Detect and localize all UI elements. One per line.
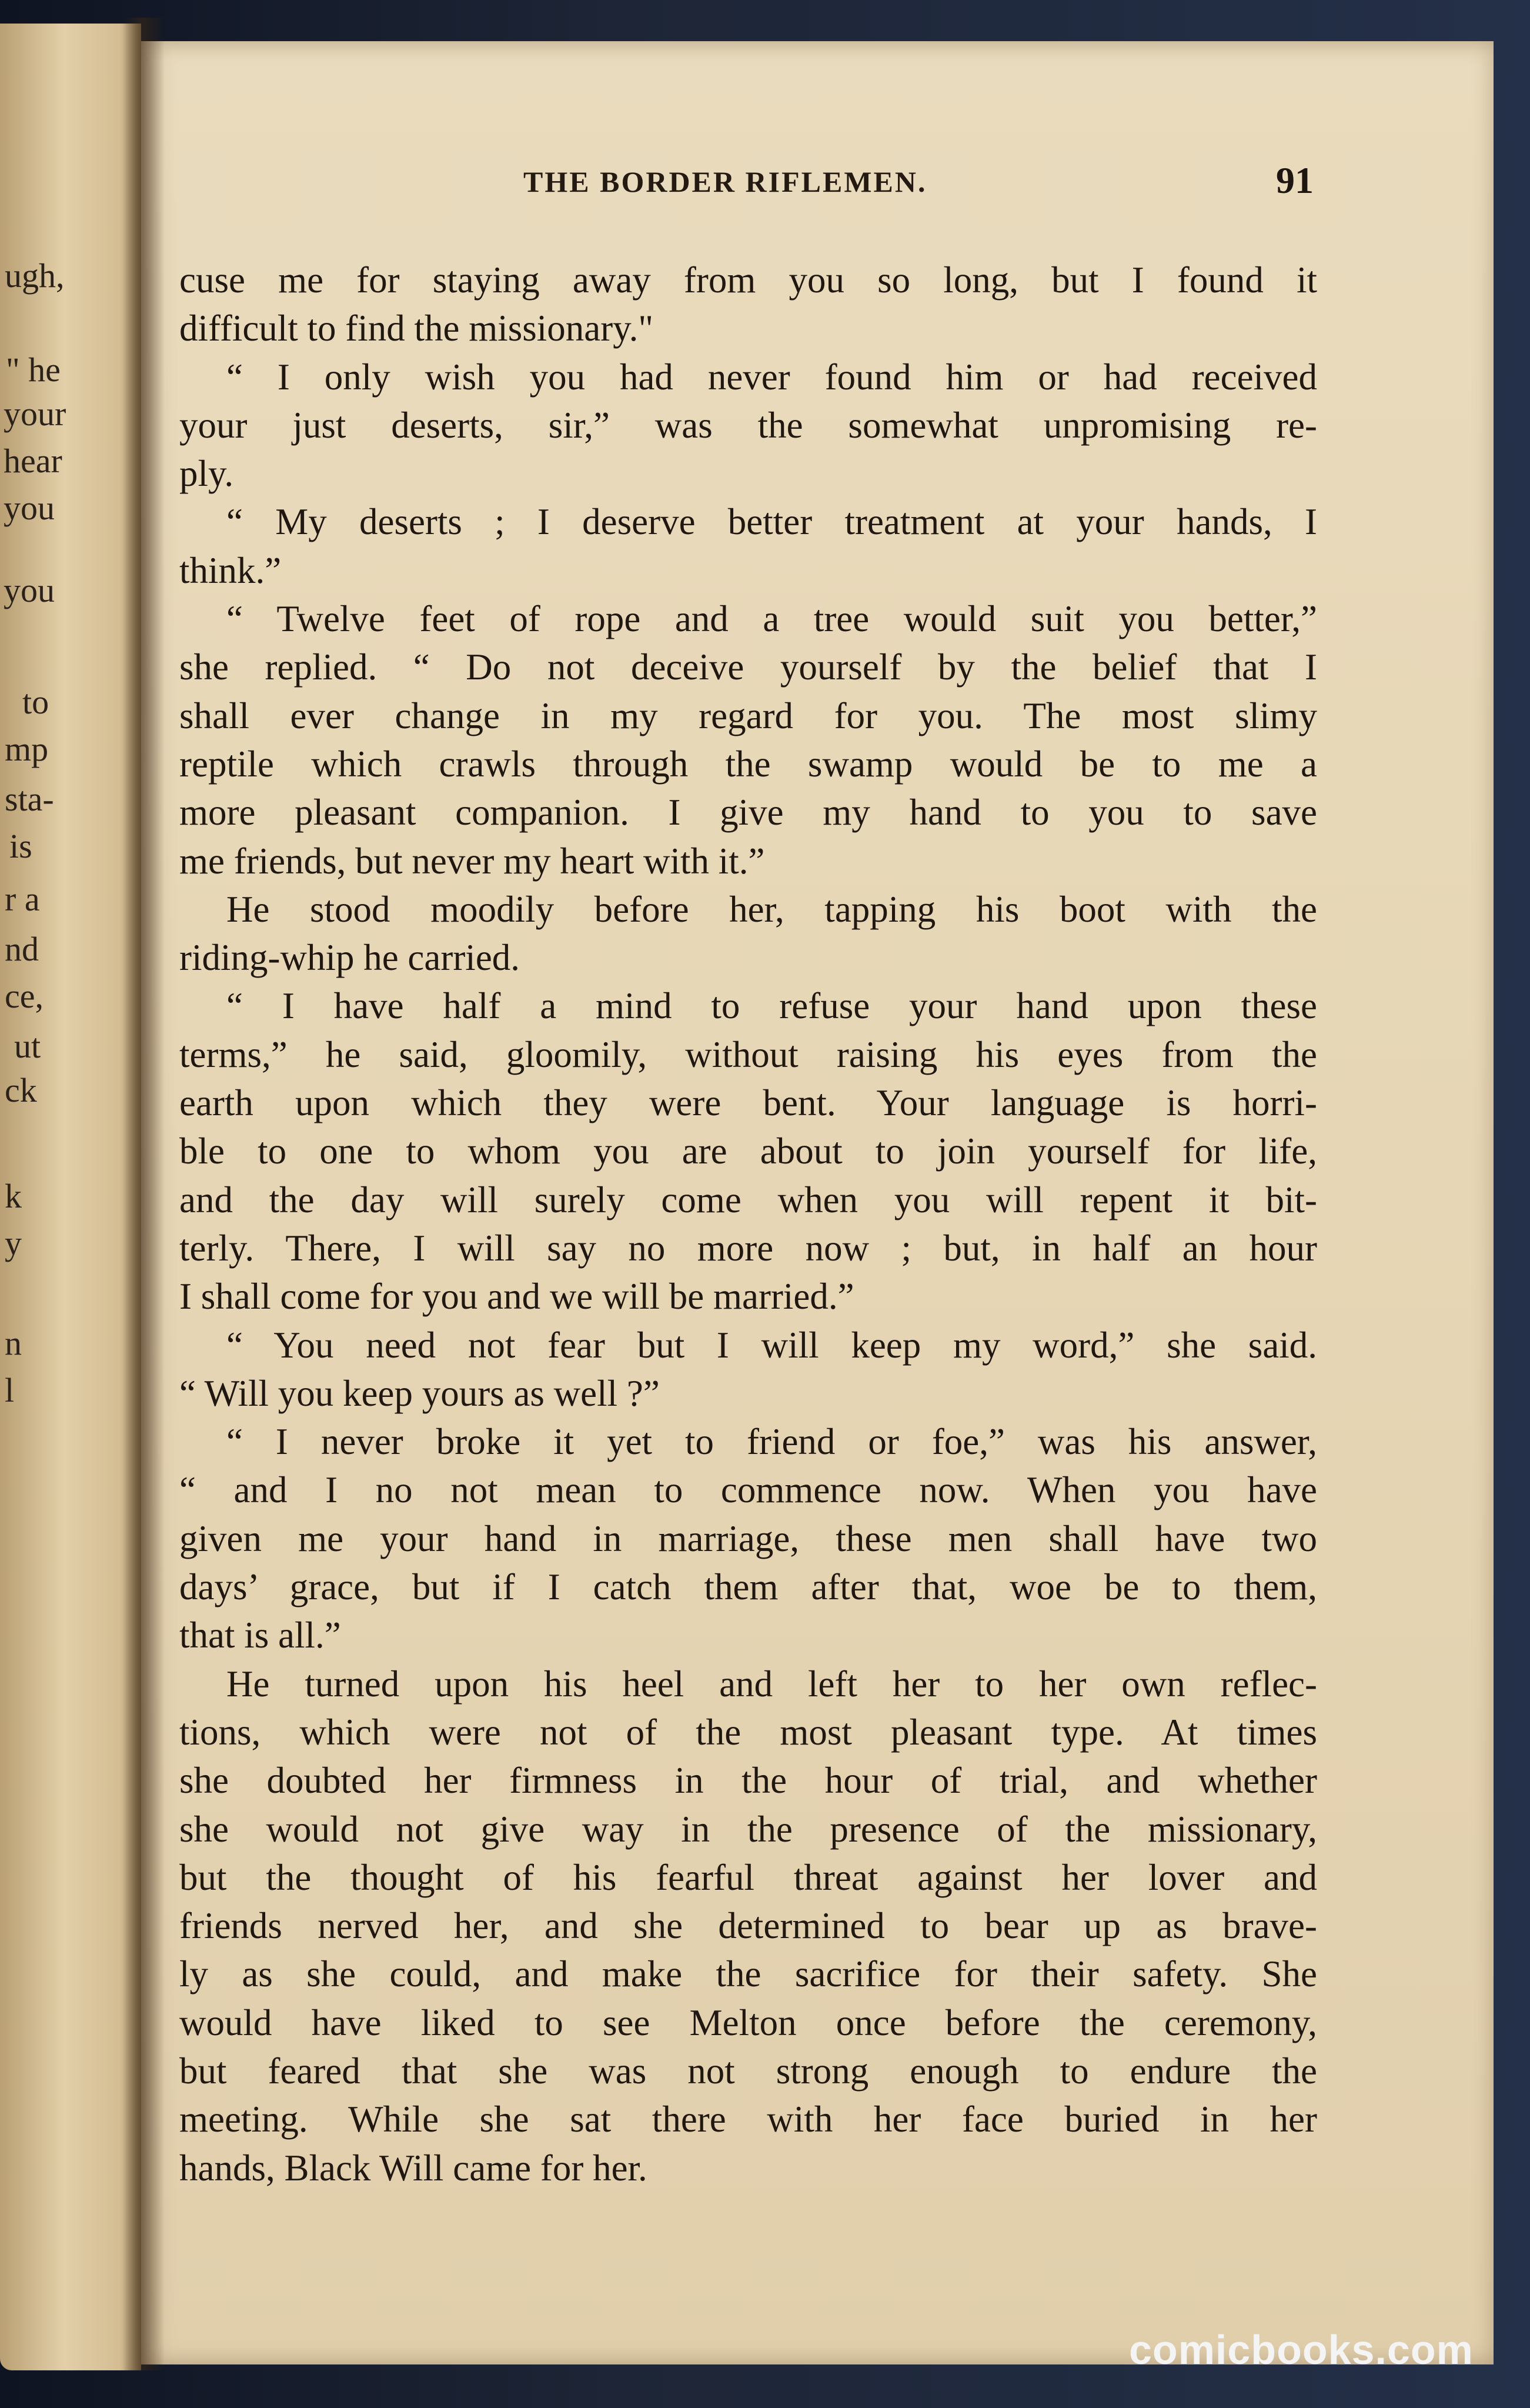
- text-line: she doubted her firmness in the hour of trial, and whether: [179, 1760, 1317, 1802]
- text-line: days’ grace, but if I catch them after that, woe be to them,: [179, 1566, 1317, 1608]
- text-line: but feared that she was not strong enough to endure the: [179, 2050, 1317, 2092]
- previous-page-text-fragment: k: [5, 1177, 22, 1215]
- text-line: “ and I no not mean to commence now. When you have: [179, 1469, 1317, 1511]
- text-line: “ I have half a mind to refuse your hand upon these: [226, 985, 1317, 1027]
- previous-page-text-fragment: ce,: [5, 977, 44, 1015]
- site-watermark: comicbooks.com: [1129, 2327, 1474, 2373]
- previous-page-text-fragment: to: [22, 683, 49, 721]
- previous-page-text-fragment: " he: [6, 351, 61, 389]
- text-line: shall ever change in my regard for you. The most slimy: [179, 695, 1317, 736]
- previous-page-text-fragment: ck: [5, 1071, 37, 1109]
- text-line: He turned upon his heel and left her to her own reflec-: [226, 1663, 1317, 1705]
- previous-page-text-fragment: r a: [5, 880, 40, 918]
- text-line: given me your hand in marriage, these men shall have two: [179, 1517, 1317, 1559]
- text-line: but the thought of his fearful threat against her lover and: [179, 1856, 1317, 1898]
- previous-page-text-fragment: you: [4, 571, 55, 609]
- previous-page-text-fragment: mp: [5, 730, 49, 768]
- previous-page-text-fragment: l: [5, 1371, 15, 1409]
- previous-page-text-fragment: your: [4, 395, 66, 433]
- text-line: she replied. “ Do not deceive yourself by the belief that I: [179, 646, 1317, 688]
- previous-page-text-fragment: y: [5, 1224, 22, 1262]
- previous-page-text-fragment: nd: [5, 930, 39, 968]
- text-line: He stood moodily before her, tapping his boot with the: [226, 888, 1317, 930]
- text-line: more pleasant companion. I give my hand to you to save: [179, 792, 1317, 833]
- previous-page-text-fragment: ugh,: [5, 256, 65, 295]
- text-line: would have liked to see Melton once before the ceremony,: [179, 2002, 1317, 2043]
- book-spine-shadow: [123, 18, 165, 2370]
- text-line: ly as she could, and make the sacrifice for their safety. She: [179, 1953, 1317, 1995]
- text-line: she would not give way in the presence of the missionary,: [179, 1808, 1317, 1850]
- text-line: that is all.”: [179, 1615, 341, 1656]
- previous-page-text-fragment: is: [9, 827, 32, 865]
- text-line: ble to one to whom you are about to join yourself for life,: [179, 1130, 1317, 1172]
- text-line: riding-whip he carried.: [179, 937, 520, 979]
- previous-page-text-fragment: ut: [14, 1027, 41, 1065]
- text-line: reptile which crawls through the swamp would be to me a: [179, 743, 1317, 785]
- text-line: meeting. While she sat there with her face buried in her: [179, 2099, 1317, 2140]
- running-head: THE BORDER RIFLEMEN.: [523, 165, 927, 198]
- previous-page-text-fragment: hear: [4, 442, 62, 480]
- text-line: terly. There, I will say no more now ; but, in half an hour: [179, 1227, 1317, 1269]
- text-line: terms,” he said, gloomily, without raising his eyes from the: [179, 1033, 1317, 1075]
- body-text: [179, 256, 1317, 2192]
- text-line: earth upon which they were bent. Your language is horri-: [179, 1082, 1317, 1124]
- previous-page-text-fragment: n: [5, 1324, 22, 1362]
- text-line: think.”: [179, 549, 282, 591]
- text-line: tions, which were not of the most pleasant type. At times: [179, 1711, 1317, 1753]
- text-line: “ I only wish you had never found him or had received: [226, 356, 1317, 398]
- previous-page-edge: [0, 24, 141, 2370]
- text-line: “ My deserts ; I deserve better treatment at your hands, I: [226, 501, 1317, 543]
- book-page: [141, 41, 1494, 2364]
- text-line: “ Twelve feet of rope and a tree would suit you better,”: [226, 598, 1317, 640]
- text-line: difficult to find the missionary.": [179, 308, 654, 349]
- text-line: your just deserts, sir,” was the somewhat unpromising re-: [179, 404, 1317, 446]
- text-line: me friends, but never my heart with it.”: [179, 840, 765, 882]
- text-line: “ Will you keep yours as well ?”: [179, 1372, 660, 1414]
- text-line: and the day will surely come when you will repent it bit-: [179, 1179, 1317, 1220]
- text-line: “ I never broke it yet to friend or foe,” was his answer,: [226, 1421, 1317, 1463]
- text-line: cuse me for staying away from you so long, but I found it: [179, 259, 1317, 301]
- text-line: ply.: [179, 453, 234, 495]
- text-line: I shall come for you and we will be married.”: [179, 1276, 854, 1318]
- previous-page-text-fragment: you: [4, 489, 55, 527]
- page-number: 91: [1276, 159, 1314, 201]
- text-line: friends nerved her, and she determined to bear up as brave-: [179, 1905, 1317, 1947]
- text-line: hands, Black Will came for her.: [179, 2147, 647, 2189]
- previous-page-text-fragment: sta-: [5, 780, 54, 818]
- text-line: “ You need not fear but I will keep my word,” she said.: [226, 1324, 1317, 1366]
